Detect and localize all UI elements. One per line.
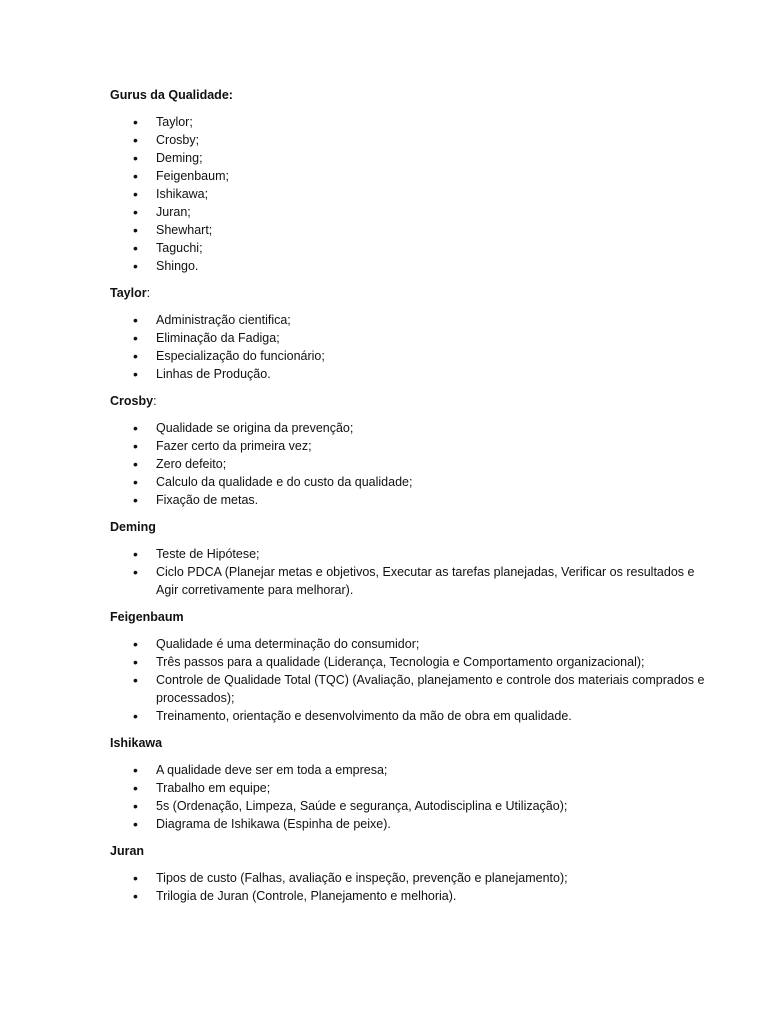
bullet-icon: • (133, 438, 138, 454)
list-item (110, 887, 710, 905)
bullet-icon: • (133, 366, 138, 382)
list-item (110, 185, 710, 203)
list-item (110, 167, 710, 185)
list-item-text: Trilogia de Juran (Controle, Planejamento e melhoria). (156, 889, 457, 903)
list-item-text: Controle de Qualidade Total (TQC) (Avaliação, planejamento e controle dos materiais comprados e processados); (156, 673, 705, 705)
list-item-text: Juran; (156, 205, 191, 219)
list-item (110, 707, 710, 725)
bullet-icon: • (133, 312, 138, 328)
section-heading (110, 518, 710, 536)
list-item (110, 779, 710, 797)
bullet-icon: • (133, 114, 138, 130)
list-item (110, 257, 710, 275)
bullet-icon: • (133, 456, 138, 472)
list-item (110, 149, 710, 167)
list-item (110, 473, 710, 491)
section-heading-text: Ishikawa (110, 736, 163, 750)
bullet-icon: • (133, 348, 138, 364)
bullet-icon: • (133, 204, 138, 220)
bullet-icon: • (133, 636, 138, 652)
list-item-text: Feigenbaum; (156, 169, 229, 183)
bullet-icon: • (133, 420, 138, 436)
section-heading (110, 392, 710, 410)
bullet-list (110, 869, 710, 905)
section-heading (110, 86, 710, 104)
list-item (110, 545, 710, 563)
list-item-text: Deming; (156, 151, 203, 165)
list-item-text: Ishikawa; (156, 187, 209, 201)
bullet-icon: • (133, 672, 138, 688)
bullet-icon: • (133, 564, 138, 580)
bullet-icon: • (133, 546, 138, 562)
document-body (110, 86, 710, 914)
bullet-icon: • (133, 186, 138, 202)
bullet-icon: • (133, 888, 138, 904)
list-item-text: Zero defeito; (156, 457, 227, 471)
bullet-icon: • (133, 492, 138, 508)
list-item-text: Qualidade se origina da prevenção; (156, 421, 354, 435)
bullet-list (110, 761, 710, 833)
bullet-icon: • (133, 330, 138, 346)
list-item (110, 797, 710, 815)
section-heading-text: Deming (110, 520, 156, 534)
list-item-text: Taylor; (156, 115, 193, 129)
section-heading (110, 608, 710, 626)
list-item-text: A qualidade deve ser em toda a empresa; (156, 763, 388, 777)
list-item-text: Eliminação da Fadiga; (156, 331, 280, 345)
section-heading-suffix: : (153, 394, 157, 408)
bullet-icon: • (133, 762, 138, 778)
list-item (110, 203, 710, 221)
list-item-text: Diagrama de Ishikawa (Espinha de peixe). (156, 817, 391, 831)
list-item-text: Shewhart; (156, 223, 213, 237)
list-item-text: Fixação de metas. (156, 493, 259, 507)
list-item (110, 653, 710, 671)
bullet-icon: • (133, 240, 138, 256)
list-item (110, 869, 710, 887)
list-item (110, 113, 710, 131)
section-heading-text: Feigenbaum (110, 610, 184, 624)
section-heading (110, 284, 710, 302)
bullet-icon: • (133, 474, 138, 490)
bullet-icon: • (133, 870, 138, 886)
bullet-icon: • (133, 222, 138, 238)
list-item (110, 671, 710, 707)
bullet-icon: • (133, 654, 138, 670)
list-item-text: Linhas de Produção. (156, 367, 271, 381)
section-heading (110, 734, 710, 752)
list-item (110, 815, 710, 833)
bullet-icon: • (133, 816, 138, 832)
section-heading-suffix: : (146, 286, 151, 300)
list-item (110, 221, 710, 239)
list-item (110, 491, 710, 509)
list-item-text: Tipos de custo (Falhas, avaliação e inspeção, prevenção e planejamento); (156, 871, 568, 885)
section-heading (110, 842, 710, 860)
bullet-icon: • (133, 132, 138, 148)
bullet-icon: • (133, 780, 138, 796)
list-item (110, 347, 710, 365)
list-item-text: Shingo. (156, 259, 199, 273)
list-item (110, 635, 710, 653)
list-item (110, 329, 710, 347)
section-heading-text: Crosby (110, 394, 154, 408)
list-item-text: Taguchi; (156, 241, 203, 255)
list-item-text: Crosby; (156, 133, 200, 147)
bullet-icon: • (133, 798, 138, 814)
section-heading-text: Taylor (110, 286, 147, 300)
list-item-text: Teste de Hipótese; (156, 547, 260, 561)
list-item-text: 5s (Ordenação, Limpeza, Saúde e segurança, Autodisciplina e Utilização); (156, 799, 568, 813)
list-item (110, 239, 710, 257)
list-item-text: Calculo da qualidade e do custo da qualidade; (156, 475, 413, 489)
list-item-text: Trabalho em equipe; (156, 781, 271, 795)
section-heading-text: Gurus da Qualidade: (110, 88, 233, 102)
list-item-text: Especialização do funcionário; (156, 349, 325, 363)
list-item (110, 455, 710, 473)
list-item-text: Qualidade é uma determinação do consumidor; (156, 637, 420, 651)
bullet-icon: • (133, 168, 138, 184)
bullet-icon: • (133, 150, 138, 166)
bullet-list (110, 545, 710, 599)
list-item (110, 563, 710, 599)
bullet-list (110, 419, 710, 509)
bullet-list (110, 635, 710, 725)
list-item-text: Três passos para a qualidade (Liderança, Tecnologia e Comportamento organizacional); (156, 655, 645, 669)
list-item (110, 311, 710, 329)
list-item (110, 131, 710, 149)
section-heading-text: Juran (110, 844, 145, 858)
list-item-text: Administração cientifica; (156, 313, 291, 327)
list-item (110, 365, 710, 383)
list-item (110, 419, 710, 437)
list-item-text: Treinamento, orientação e desenvolvimento da mão de obra em qualidade. (156, 709, 572, 723)
list-item-text: Ciclo PDCA (Planejar metas e objetivos, Executar as tarefas planejadas, Verificar os resultados e Agir corretivamente para melhorar). (156, 565, 695, 597)
bullet-list (110, 113, 710, 275)
bullet-icon: • (133, 708, 138, 724)
list-item-text: Fazer certo da primeira vez; (156, 439, 312, 453)
list-item (110, 761, 710, 779)
bullet-icon: • (133, 258, 138, 274)
bullet-list (110, 311, 710, 383)
list-item (110, 437, 710, 455)
